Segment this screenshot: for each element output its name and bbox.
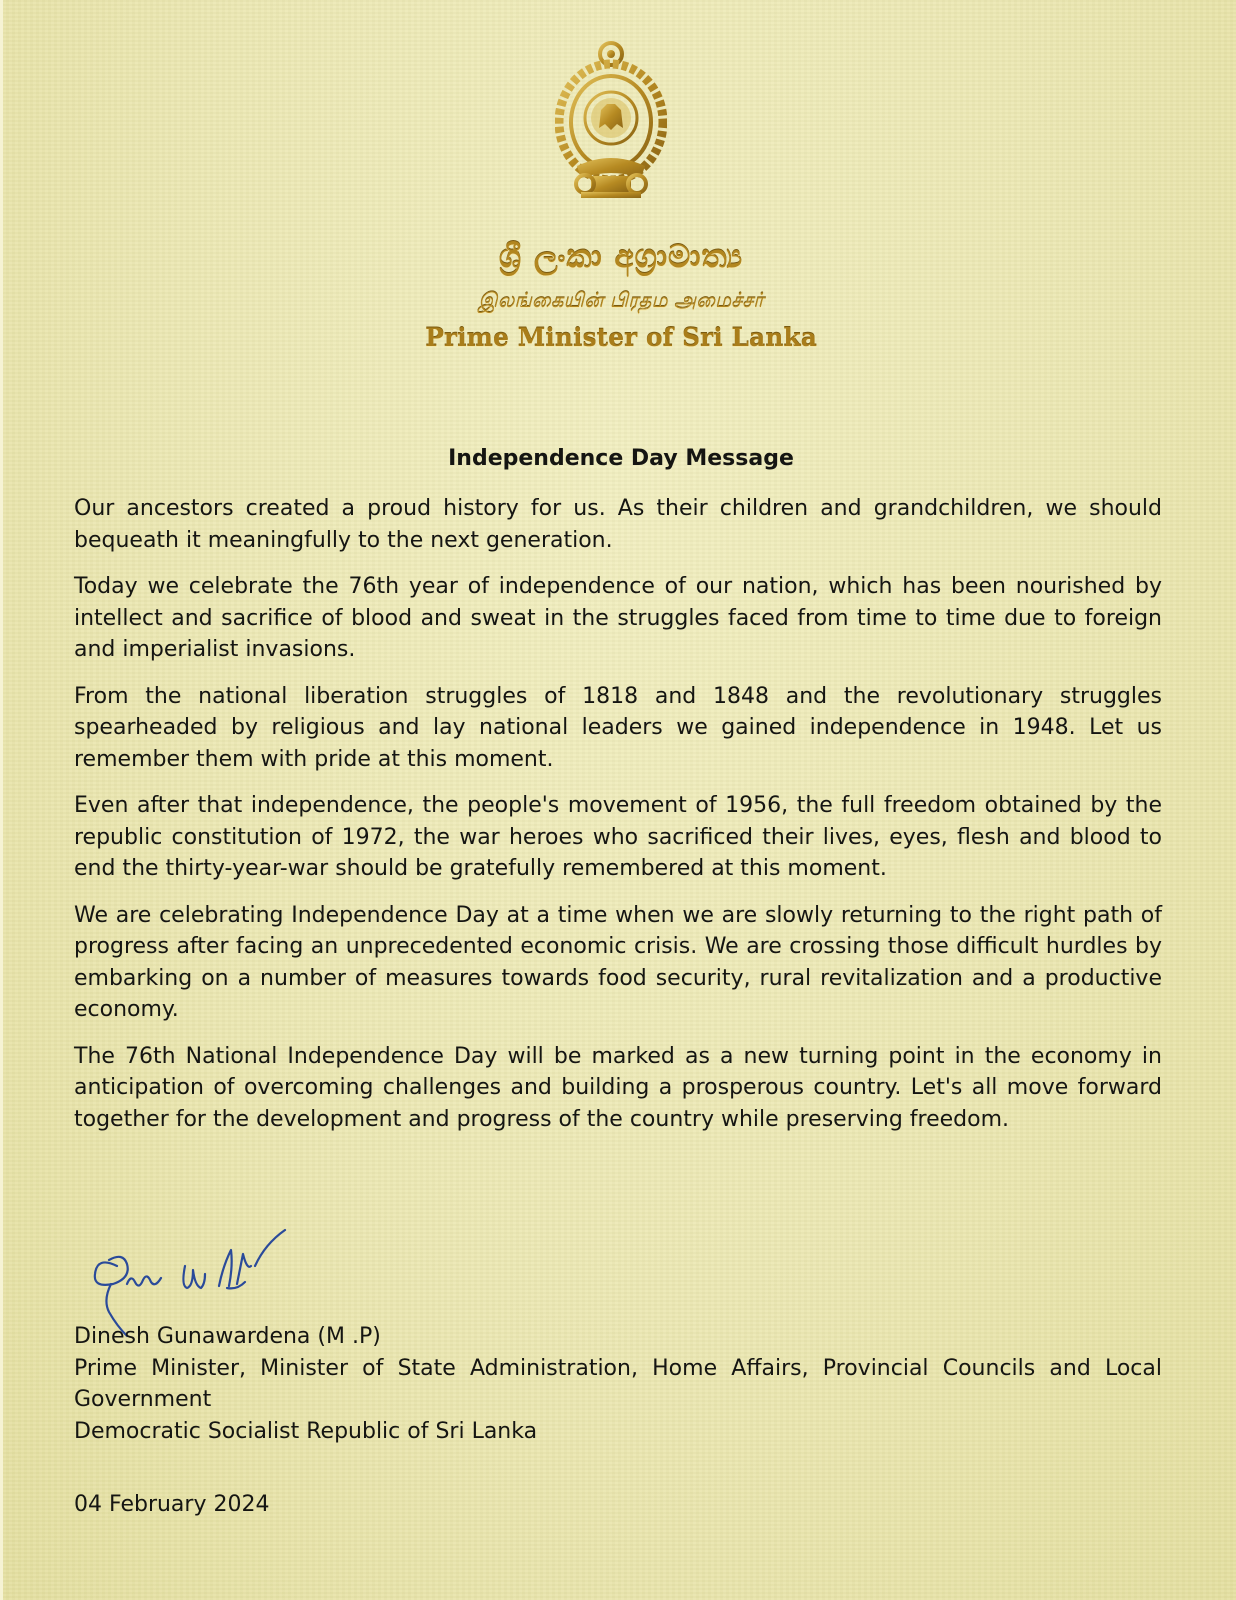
paragraph-1: Our ancestors created a proud history for us. As their children and grandchildren, we should bequeath it meaningfully to the next generation.	[74, 496, 1162, 553]
paragraph-5: We are celebrating Independence Day at a time when we are slowly returning to the right path of progress after facing an unprecedented economic crisis. We are crossing those difficult hurdles by embarking on a number of measures towards food security, rural revitalization and a productive economy.	[74, 902, 1162, 1022]
message-date: 04 February 2024	[74, 1492, 270, 1517]
signatory-name: Dinesh Gunawardena (M .P)	[74, 1324, 381, 1349]
paragraph-2: Today we celebrate the 76th year of independence of our nation, which has been nourished by intellect and sacrifice of blood and sweat in the struggles faced from time to time due to foreign and imperialist invasions.	[74, 574, 1162, 662]
paragraph-3: From the national liberation struggles of 1818 and 1848 and the revolutionary struggles spearheaded by religious and lay national leaders we gained independence in 1948. Let us remember them with pride at this moment.	[74, 683, 1162, 772]
signatory-role: Prime Minister, Minister of State Administration, Home Affairs, Provincial Councils and Local Government	[74, 1355, 1162, 1412]
letterhead	[3, 232, 1236, 358]
paragraph-4: Even after that independence, the people's movement of 1956, the full freedom obtained by the republic constitution of 1972, the war heroes who sacrificed their lives, eyes, flesh and blood to end the thirty-year-war should be gratefully remembered at this moment.	[74, 793, 1162, 881]
national-emblem-icon	[555, 38, 667, 200]
signatory-block	[74, 1321, 1162, 1447]
message-body	[74, 493, 1162, 1150]
letterhead-tamil: இலங்கையின் பிரதம அமைச்சர்	[478, 288, 764, 312]
letterhead-english: Prime Minister of Sri Lanka	[425, 323, 817, 352]
message-title: Independence Day Message	[448, 446, 794, 471]
signatory-country: Democratic Socialist Republic of Sri Lanka	[74, 1418, 538, 1444]
letterhead-sinhala: ශ්‍රී ලංකා අග්‍රාමාත්‍ය	[498, 239, 744, 275]
paragraph-6: The 76th National Independence Day will be marked as a new turning point in the economy in anticipation of overcoming challenges and building a prosperous country. Let's all move forward together for the development and progress of the country while preserving freedom.	[74, 1043, 1162, 1132]
